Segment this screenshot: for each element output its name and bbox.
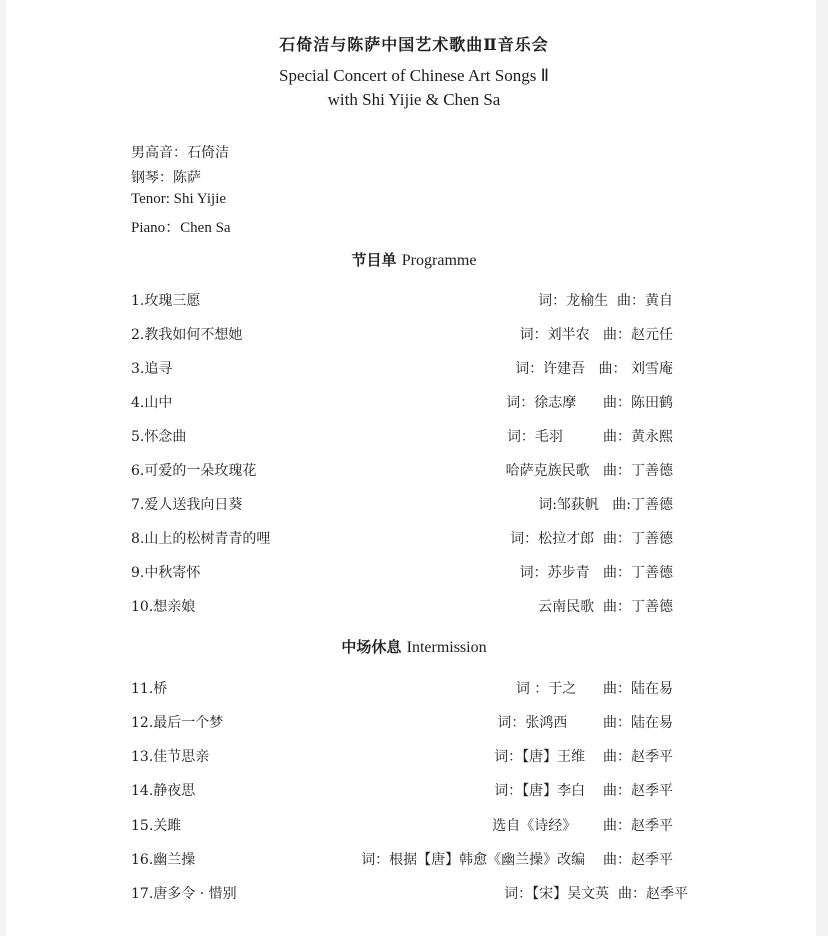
song-credit: 词：张鸿西 曲：陆在易 [497,715,673,731]
song-credit: 选自《诗经》 曲：赵季平 [492,818,673,834]
song-credit: 词 ：于之 曲：陆在易 [515,681,673,697]
concert-title-en-line2: with Shi Yijie & Chen Sa [327,90,501,109]
concert-title-en-line1: Special Concert of Chinese Art Songs Ⅱ [279,66,549,85]
performer-piano-zh: 钢琴：陈萨 [131,170,201,186]
performer-piano-en: Piano：Chen Sa [131,220,231,236]
song-credit: 词：【唐】李白 曲：赵季平 [494,783,673,799]
song-credit: 词：【唐】王维 曲：赵季平 [494,749,673,765]
intermission-heading [0,636,828,657]
song-credit: 词：根据【唐】韩愈《幽兰操》改编 曲：赵季平 [361,852,673,868]
song-title: 7.爱人送我向日葵 [131,497,243,513]
intermission-heading-zh: 中场休息 [341,638,407,656]
song-title: 11.桥 [131,681,168,697]
song-title: 2.教我如何不想她 [131,327,243,343]
song-title: 10.想亲娘 [131,599,196,615]
song-credit: 词：苏步青 曲：丁善德 [519,565,673,581]
song-credit: 词：毛羽 曲：黄永熙 [506,429,673,445]
song-title: 4.山中 [131,395,173,411]
song-credit: 哈萨克族民歌 曲：丁善德 [505,463,673,479]
programme-heading-zh: 节目单 [351,251,402,269]
programme-heading [0,249,828,270]
song-credit: 词：【宋】吴文英 曲：赵季平 [504,886,688,902]
song-title: 14.静夜思 [131,783,196,799]
song-title: 16.幽兰操 [131,852,196,868]
song-title: 13.佳节思亲 [131,749,210,765]
song-credit: 词：松拉才郎 曲：丁善德 [510,531,673,547]
song-title: 6.可爱的一朵玫瑰花 [131,463,257,479]
song-title: 3.追寻 [131,361,173,377]
song-title: 17.唐多令 · 惜别 [131,886,237,902]
song-title: 15.关雎 [131,818,182,834]
performer-tenor-zh: 男高音：石倚洁 [131,145,229,161]
song-credit: 词:邹荻帆 曲:丁善德 [538,497,673,513]
song-title: 8.山上的松树青青的哩 [131,531,271,547]
song-credit: 词：许建吾 曲： 刘雪庵 [515,361,673,377]
song-credit: 词：徐志摩 曲：陈田鹤 [506,395,673,411]
programme-page [6,0,816,936]
intermission-heading-en: Intermission [406,639,487,656]
song-credit: 词：刘半农 曲：赵元任 [519,327,673,343]
song-title: 1.玫瑰三愿 [131,293,201,309]
programme-heading-en: Programme [401,252,477,269]
concert-title-zh: 石倚洁与陈萨中国艺术歌曲Ⅱ音乐会 [279,35,549,54]
song-title: 9.中秋寄怀 [131,565,201,581]
song-credit: 词：龙榆生 曲：黄自 [538,293,673,309]
song-title: 12.最后一个梦 [131,715,224,731]
performer-tenor-en: Tenor: Shi Yijie [131,191,227,207]
song-credit: 云南民歌 曲：丁善德 [538,599,673,615]
song-title: 5.怀念曲 [131,429,187,445]
